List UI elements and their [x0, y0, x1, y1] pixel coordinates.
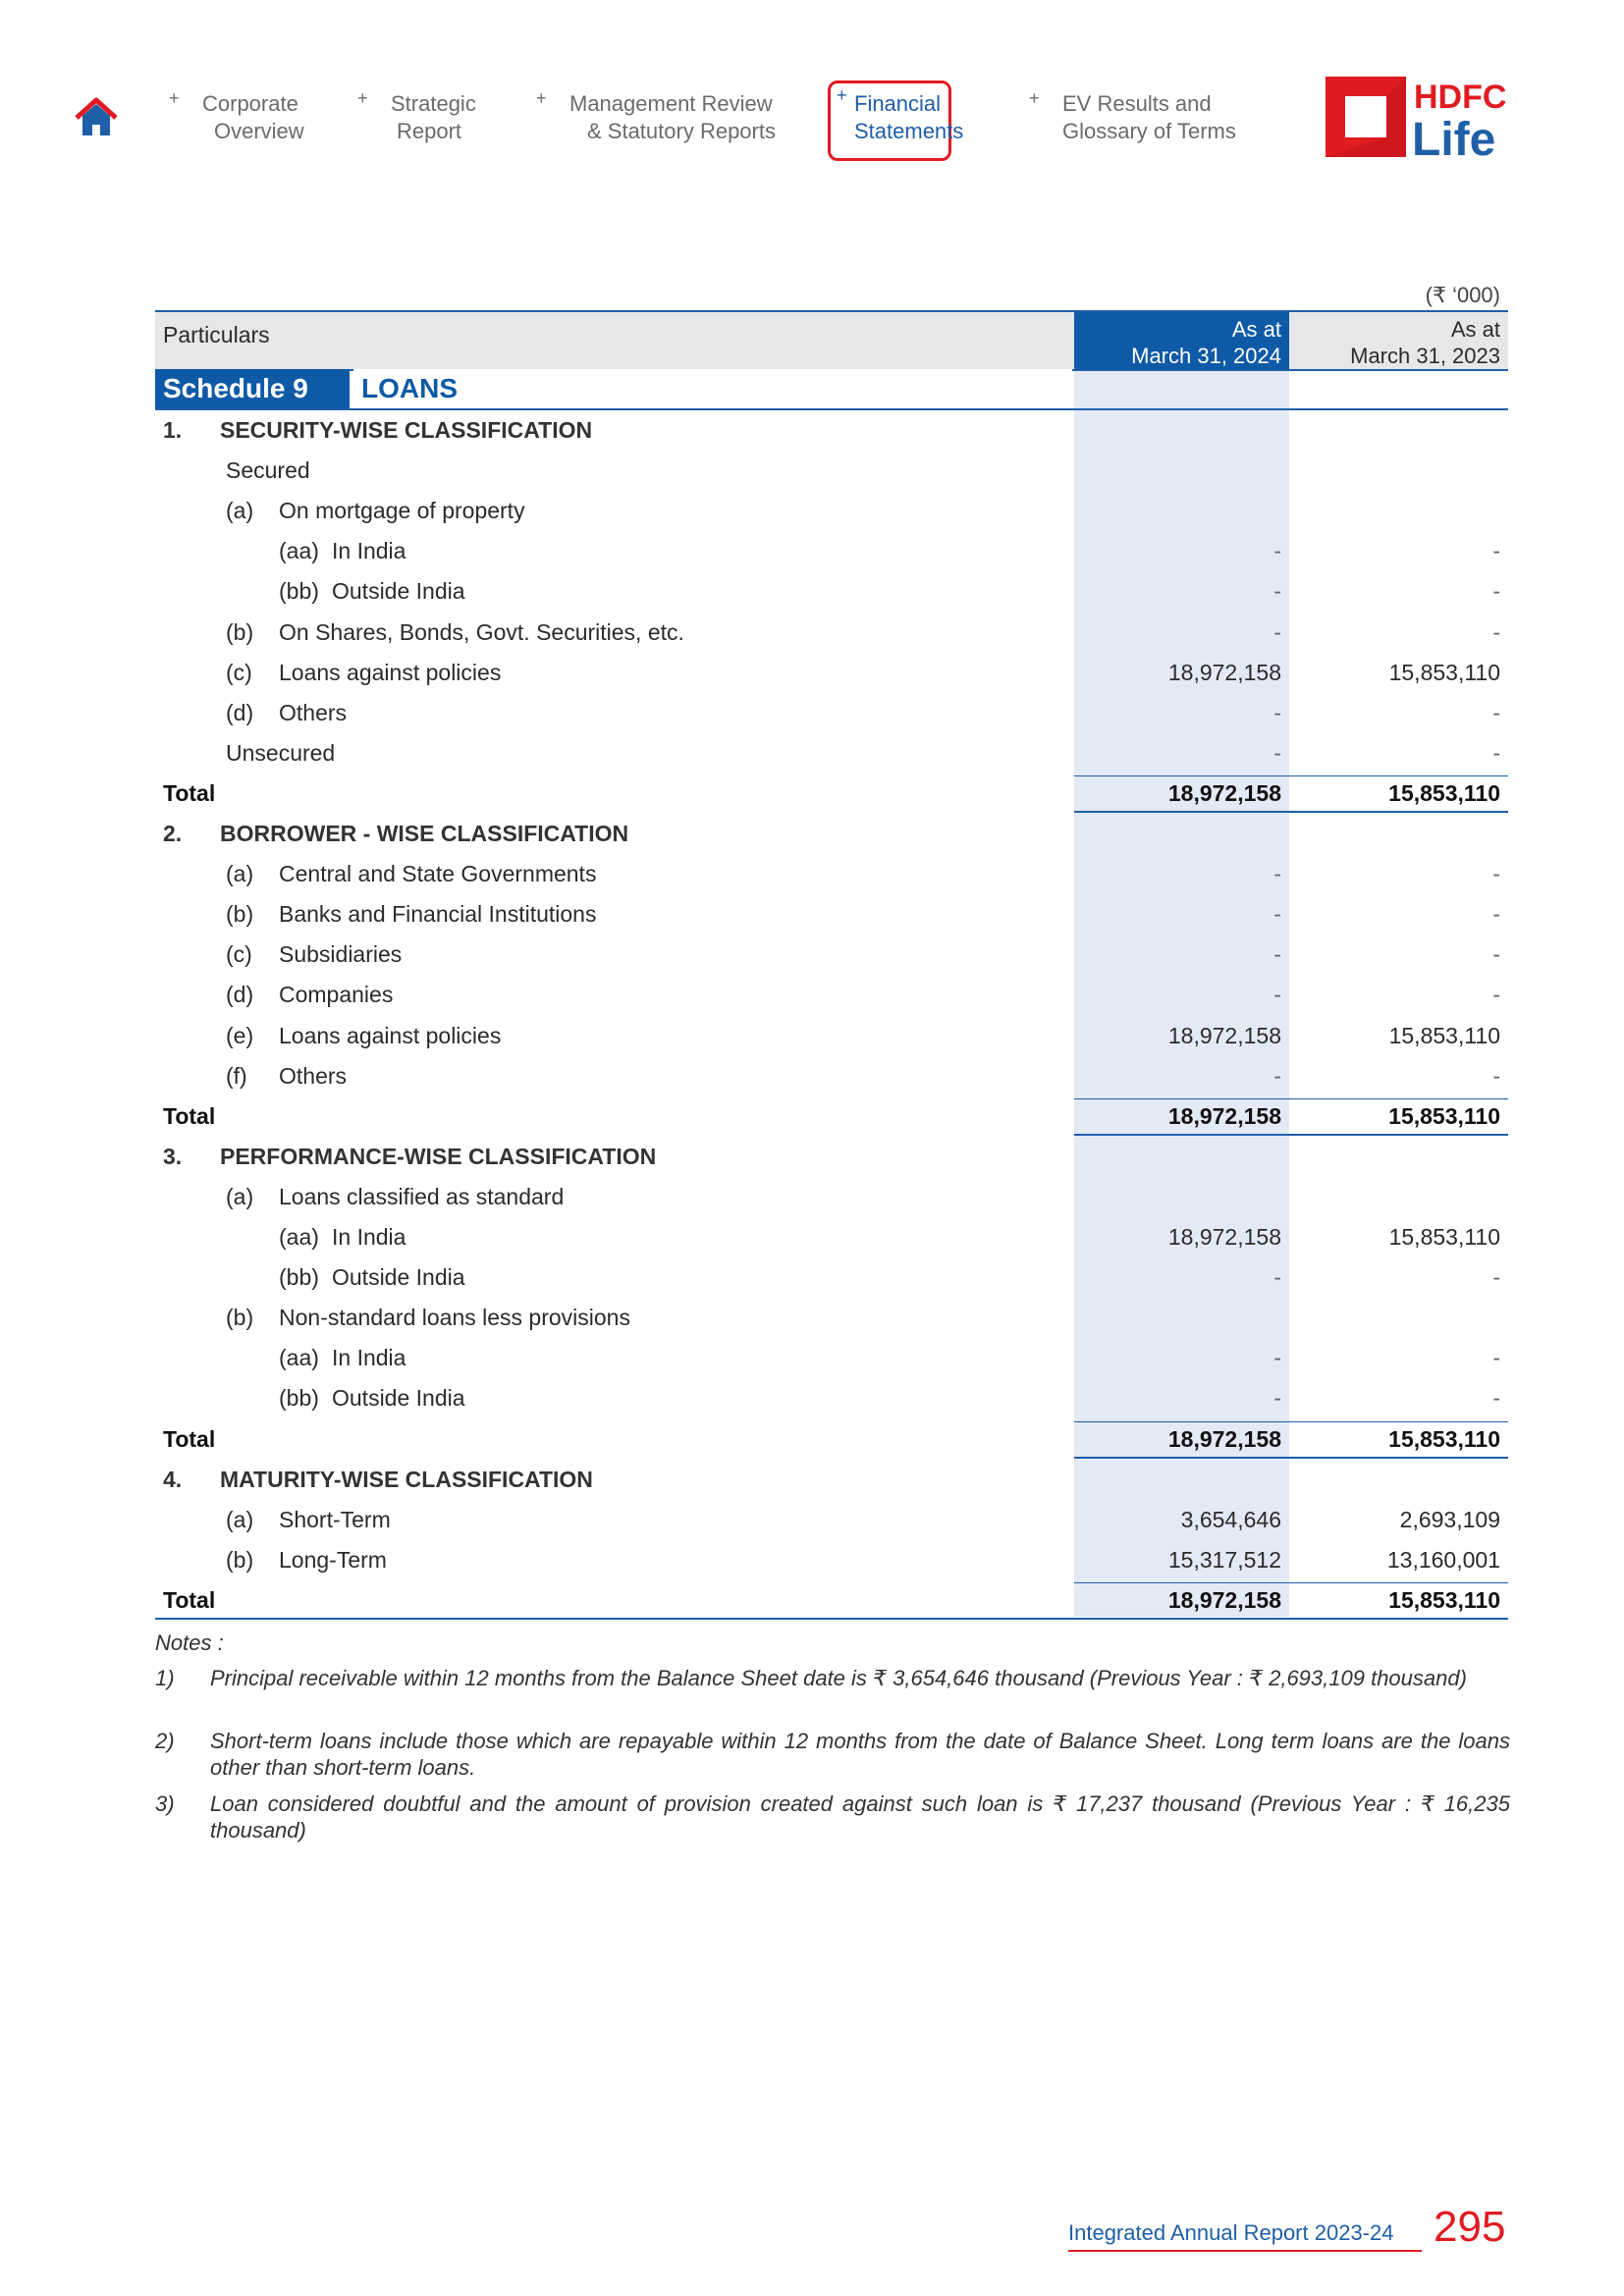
cell-text: Loans against policies: [279, 659, 502, 685]
cell-text: Total: [163, 1586, 216, 1613]
cell-text: In India: [332, 1224, 406, 1250]
cell-text: Central and State Governments: [279, 861, 597, 887]
value-2023: -: [1492, 1062, 1500, 1089]
nav-label: Glossary of Terms: [1062, 119, 1236, 143]
cell-text: Subsidiaries: [279, 941, 403, 968]
table-row: [155, 733, 1508, 774]
header-2024-line1: As at: [1231, 317, 1281, 342]
cell-text: (a): [226, 861, 254, 887]
value-2023: -: [1492, 901, 1500, 928]
value-2024: -: [1273, 618, 1281, 645]
cell-text: (b): [226, 901, 254, 928]
value-2023: 15,853,110: [1388, 1224, 1500, 1250]
value-2024: -: [1273, 578, 1281, 605]
value-2023: 15,853,110: [1388, 1102, 1500, 1129]
value-2023: -: [1492, 699, 1500, 725]
table-row: [155, 613, 1508, 653]
note-number: 3): [155, 1791, 175, 1816]
total-underline: [1074, 811, 1508, 813]
header-2023-line1: As at: [1450, 317, 1500, 342]
value-2024: -: [1273, 861, 1281, 887]
value-2024: -: [1273, 699, 1281, 725]
total-underline: [1074, 1457, 1508, 1459]
note-number: 1): [155, 1666, 175, 1690]
value-2024: 18,972,158: [1167, 779, 1281, 806]
cell-text: In India: [332, 1345, 406, 1371]
table-row: [155, 1177, 1508, 1217]
cell-text: Others: [279, 699, 348, 725]
unit-label: (₹ ‘000): [1425, 283, 1500, 307]
value-2024: 3,654,646: [1180, 1506, 1281, 1532]
value-2024: -: [1273, 901, 1281, 928]
table-header: [155, 310, 1508, 371]
section-row: [155, 1137, 1508, 1177]
table-row: [155, 854, 1508, 894]
cell-text: Non-standard loans less provisions: [279, 1305, 630, 1331]
cell-text: (aa): [279, 1224, 319, 1250]
cell-text: MATURITY-WISE CLASSIFICATION: [220, 1466, 593, 1492]
cell-text: On mortgage of property: [279, 498, 525, 524]
cell-text: Secured: [226, 457, 310, 484]
table-row: [155, 693, 1508, 733]
value-2023: -: [1492, 739, 1500, 766]
note-text: Loan considered doubtful and the amount of provision created against such loan is ₹ 17,237 thousand (Previous Year : ₹ 16,235 thousand): [210, 1791, 1510, 1842]
header-2023: [1289, 312, 1508, 369]
value-2023: -: [1492, 538, 1500, 564]
table-row: [155, 1257, 1508, 1298]
table-row: [155, 1378, 1508, 1418]
schedule-title: LOANS: [353, 369, 1072, 408]
value-2023: 15,853,110: [1388, 779, 1500, 806]
table-row: [155, 1056, 1508, 1096]
cell-text: PERFORMANCE-WISE CLASSIFICATION: [220, 1143, 657, 1169]
cell-text: (b): [226, 1546, 254, 1573]
particulars-header: Particulars: [163, 322, 270, 347]
table-row: [155, 491, 1508, 531]
total-rule: [1074, 775, 1508, 776]
nav-strategic-report[interactable]: [357, 88, 476, 145]
cell-text: Total: [163, 1102, 216, 1129]
total-underline: [1074, 1134, 1508, 1136]
note-text: Principal receivable within 12 months from the Balance Sheet date is ₹ 3,654,646 thousand (Previous Year : ₹ 2,693,109 thousand): [210, 1666, 1467, 1690]
cell-text: (e): [226, 1022, 254, 1048]
plus-icon: +: [536, 88, 547, 108]
value-2024: 15,317,512: [1167, 1546, 1281, 1573]
header-2024-line2: March 31, 2024: [1131, 344, 1281, 368]
total-row: [155, 1096, 1508, 1137]
cell-text: (aa): [279, 538, 319, 564]
value-2023: -: [1492, 1264, 1500, 1291]
value-2024: 18,972,158: [1167, 1102, 1281, 1129]
value-2024: 18,972,158: [1167, 1022, 1281, 1048]
page-number: 295: [1434, 2203, 1506, 2251]
cell-text: (d): [226, 982, 254, 1008]
cell-text: Outside India: [332, 578, 465, 605]
table-row: [155, 571, 1508, 612]
nav-financial-statements[interactable]: [828, 80, 964, 161]
value-2023: 15,853,110: [1388, 1586, 1500, 1613]
nav-label: EV Results and: [1062, 91, 1212, 116]
value-2024: -: [1273, 538, 1281, 564]
nav-label: Statements: [854, 119, 964, 143]
section-row: [155, 814, 1508, 854]
cell-text: (d): [226, 699, 254, 725]
cell-text: (f): [226, 1062, 247, 1089]
cell-text: Long-Term: [279, 1546, 387, 1573]
schedule-number: Schedule 9: [155, 369, 350, 408]
cell-text: (b): [226, 618, 254, 645]
table-row: [155, 894, 1508, 934]
cell-text: In India: [332, 538, 406, 564]
value-2023: -: [1492, 618, 1500, 645]
value-2024: -: [1273, 941, 1281, 968]
value-2024: -: [1273, 982, 1281, 1008]
nav-label: Corporate: [202, 91, 298, 116]
svg-text:Life: Life: [1412, 114, 1496, 157]
cell-text: 2.: [163, 821, 183, 846]
cell-text: Others: [279, 1062, 348, 1089]
table-row: [155, 1016, 1508, 1056]
nav-ev-results[interactable]: [1029, 88, 1236, 145]
table-row: [155, 934, 1508, 975]
total-underline: [155, 1618, 1508, 1620]
cell-text: (bb): [279, 1385, 319, 1412]
nav-corporate-overview[interactable]: [169, 88, 304, 145]
total-row: [155, 774, 1508, 814]
table-row: [155, 1540, 1508, 1580]
notes-heading: Notes :: [155, 1630, 224, 1655]
nav-label: Strategic: [391, 91, 476, 116]
cell-text: (bb): [279, 1264, 319, 1291]
cell-text: (a): [226, 498, 254, 524]
value-2024: -: [1273, 739, 1281, 766]
hdfc-life-logo: [1326, 77, 1512, 157]
total-rule: [1074, 1098, 1508, 1099]
value-2023: -: [1492, 578, 1500, 605]
cell-text: Loans classified as standard: [279, 1183, 565, 1209]
cell-text: Total: [163, 1425, 216, 1452]
value-2024: 18,972,158: [1167, 1586, 1281, 1613]
value-2023: 15,853,110: [1388, 1425, 1500, 1452]
cell-text: On Shares, Bonds, Govt. Securities, etc.: [279, 618, 684, 645]
value-2023: 13,160,001: [1386, 1546, 1500, 1573]
header-2023-line2: March 31, 2023: [1350, 344, 1500, 368]
home-icon[interactable]: [73, 96, 120, 139]
table-row: [155, 1298, 1508, 1338]
cell-text: Total: [163, 779, 216, 806]
report-title: Integrated Annual Report 2023-24: [1068, 2220, 1394, 2245]
value-2024: -: [1273, 1345, 1281, 1371]
note-text: Short-term loans include those which are repayable within 12 months from the date of Balance Sheet. Long term loans are the loans other than short-term loans.: [210, 1729, 1510, 1780]
cell-text: Outside India: [332, 1385, 465, 1412]
value-2024: 18,972,158: [1167, 1425, 1281, 1452]
cell-text: (bb): [279, 578, 319, 605]
total-row: [155, 1580, 1508, 1621]
table-row: [155, 653, 1508, 693]
section-row: [155, 1460, 1508, 1500]
cell-text: (a): [226, 1506, 254, 1532]
value-2023: -: [1492, 861, 1500, 887]
section-row: [155, 410, 1508, 451]
footer-divider: [1068, 2250, 1422, 2252]
plus-icon: +: [357, 88, 368, 108]
table-row: [155, 1338, 1508, 1378]
value-2023: -: [1492, 1345, 1500, 1371]
plus-icon: +: [837, 85, 847, 105]
value-2024: 18,972,158: [1167, 659, 1281, 685]
plus-icon: +: [169, 88, 180, 108]
cell-text: 4.: [163, 1466, 183, 1492]
value-2024: -: [1273, 1385, 1281, 1412]
nav-label: Report: [397, 119, 462, 143]
table-row: [155, 1500, 1508, 1540]
cell-text: Loans against policies: [279, 1022, 502, 1048]
table-row: [155, 451, 1508, 491]
cell-text: Companies: [279, 982, 394, 1008]
value-2023: -: [1492, 982, 1500, 1008]
cell-text: BORROWER - WISE CLASSIFICATION: [220, 821, 629, 846]
schedule-bar: [155, 369, 1508, 410]
nav-label: Management Review: [569, 91, 773, 116]
value-2024: -: [1273, 1264, 1281, 1291]
value-2023: 2,693,109: [1399, 1506, 1500, 1532]
total-rule: [1074, 1421, 1508, 1422]
cell-text: Banks and Financial Institutions: [279, 901, 597, 928]
header-2024: [1074, 312, 1289, 369]
nav-management-review[interactable]: [536, 88, 776, 145]
table-row: [155, 975, 1508, 1015]
total-rule: [1074, 1582, 1508, 1583]
cell-text: (b): [226, 1305, 254, 1331]
cell-text: 3.: [163, 1143, 183, 1169]
table-row: [155, 1217, 1508, 1257]
cell-text: Outside India: [332, 1264, 465, 1291]
cell-text: (c): [226, 659, 252, 685]
value-2024: -: [1273, 1062, 1281, 1089]
value-2023: 15,853,110: [1388, 659, 1500, 685]
cell-text: Unsecured: [226, 739, 336, 766]
plus-icon: +: [1029, 88, 1040, 108]
value-2023: -: [1492, 1385, 1500, 1412]
cell-text: Short-Term: [279, 1506, 391, 1532]
value-2023: 15,853,110: [1388, 1022, 1500, 1048]
total-row: [155, 1419, 1508, 1460]
svg-text:HDFC: HDFC: [1414, 79, 1507, 116]
nav-label: & Statutory Reports: [587, 119, 776, 143]
note-number: 2): [155, 1729, 175, 1753]
cell-text: 1.: [163, 417, 183, 443]
value-2023: -: [1492, 941, 1500, 968]
cell-text: (a): [226, 1183, 254, 1209]
cell-text: SECURITY-WISE CLASSIFICATION: [220, 417, 593, 443]
nav-label: Financial: [854, 91, 942, 116]
cell-text: (aa): [279, 1345, 319, 1371]
value-2024: 18,972,158: [1167, 1224, 1281, 1250]
cell-text: (c): [226, 941, 252, 968]
nav-label: Overview: [214, 119, 304, 143]
table-row: [155, 531, 1508, 571]
